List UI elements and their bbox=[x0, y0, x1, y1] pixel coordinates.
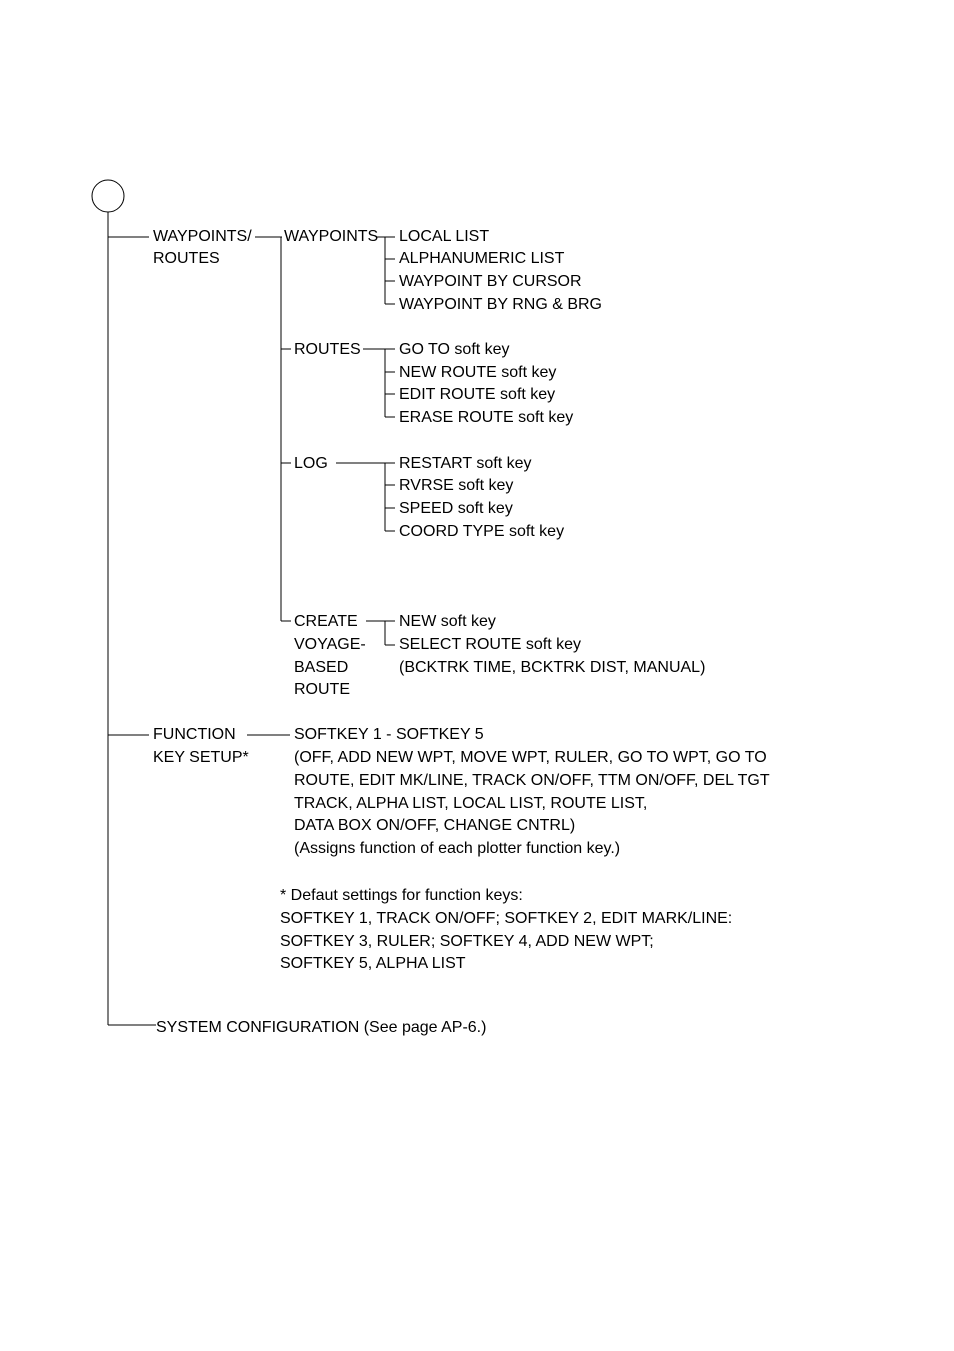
waypoints-item-by-cursor: WAYPOINT BY CURSOR bbox=[399, 273, 582, 290]
log-item-rvrse: RVRSE soft key bbox=[399, 477, 514, 494]
function-keys-line2: (OFF, ADD NEW WPT, MOVE WPT, RULER, GO TO WPT, GO TO bbox=[294, 749, 767, 766]
log-item-speed: SPEED soft key bbox=[399, 500, 513, 517]
create-item-options: (BCKTRK TIME, BCKTRK DIST, MANUAL) bbox=[399, 659, 706, 676]
create-route-label-line1: CREATE bbox=[294, 613, 358, 630]
log-item-coord-type: COORD TYPE soft key bbox=[399, 523, 565, 540]
create-item-new: NEW soft key bbox=[399, 613, 496, 630]
log-label: LOG bbox=[294, 455, 328, 472]
routes-item-erase-route: ERASE ROUTE soft key bbox=[399, 409, 574, 426]
waypoints-routes-label-line2: ROUTES bbox=[153, 250, 220, 267]
create-item-select-route: SELECT ROUTE soft key bbox=[399, 636, 581, 653]
default-settings-note-line1: * Defaut settings for function keys: bbox=[280, 887, 523, 904]
log-item-restart: RESTART soft key bbox=[399, 455, 532, 472]
waypoints-item-alphanumeric-list: ALPHANUMERIC LIST bbox=[399, 250, 565, 267]
routes-item-goto: GO TO soft key bbox=[399, 341, 510, 358]
routes-item-edit-route: EDIT ROUTE soft key bbox=[399, 386, 556, 403]
default-settings-note-line2: SOFTKEY 1, TRACK ON/OFF; SOFTKEY 2, EDIT MARK/LINE: bbox=[280, 910, 733, 927]
waypoints-item-local-list: LOCAL LIST bbox=[399, 228, 490, 245]
function-keys-line6: (Assigns function of each plotter function key.) bbox=[294, 840, 621, 857]
create-route-label-line2: VOYAGE- bbox=[294, 636, 366, 653]
default-settings-note-line3: SOFTKEY 3, RULER; SOFTKEY 4, ADD NEW WPT; bbox=[280, 933, 654, 950]
function-keys-line1: SOFTKEY 1 - SOFTKEY 5 bbox=[294, 726, 484, 743]
default-settings-note-line4: SOFTKEY 5, ALPHA LIST bbox=[280, 955, 466, 972]
waypoints-label: WAYPOINTS bbox=[284, 228, 379, 245]
routes-item-new-route: NEW ROUTE soft key bbox=[399, 364, 557, 381]
waypoints-item-by-rng-brg: WAYPOINT BY RNG & BRG bbox=[399, 296, 602, 313]
routes-label: ROUTES bbox=[294, 341, 361, 358]
create-route-label-line4: ROUTE bbox=[294, 681, 350, 698]
function-keys-line5: DATA BOX ON/OFF, CHANGE CNTRL) bbox=[294, 817, 576, 834]
function-keys-line4: TRACK, ALPHA LIST, LOCAL LIST, ROUTE LIST, bbox=[294, 795, 648, 812]
waypoints-routes-label-line1: WAYPOINTS/ bbox=[153, 228, 252, 245]
system-configuration-label: SYSTEM CONFIGURATION (See page AP-6.) bbox=[156, 1019, 487, 1036]
function-key-setup-label-line2: KEY SETUP* bbox=[153, 749, 249, 766]
create-route-label-line3: BASED bbox=[294, 659, 349, 676]
function-keys-line3: ROUTE, EDIT MK/LINE, TRACK ON/OFF, TTM ON/OFF, DEL TGT bbox=[294, 772, 770, 789]
root-circle-marker bbox=[92, 180, 124, 212]
function-key-setup-label-line1: FUNCTION bbox=[153, 726, 236, 743]
